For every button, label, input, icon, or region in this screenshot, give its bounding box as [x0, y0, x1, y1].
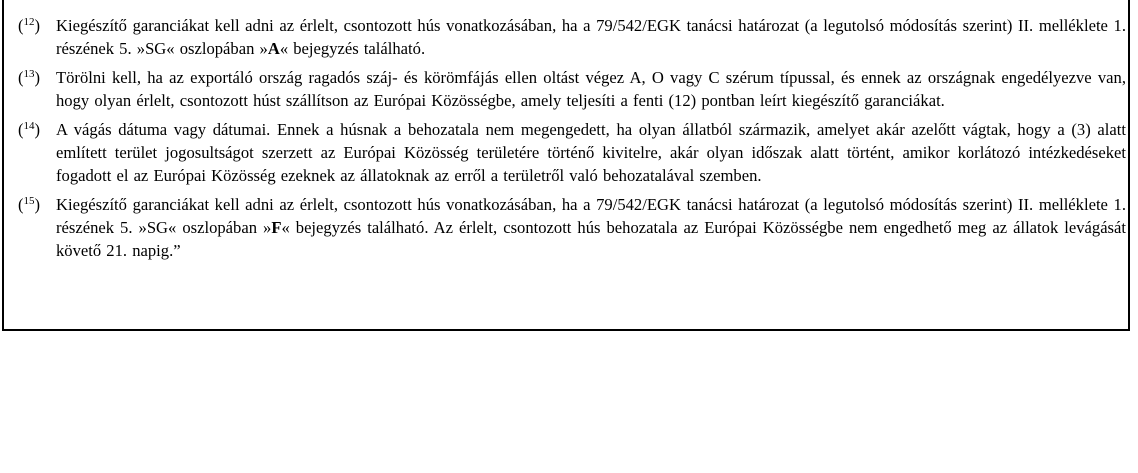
footnote-number: ($^{14}$) — [18, 120, 41, 139]
footnote-text: Kiegészítő garanciákat kell adni az érlelt, csontozott hús vonatkozásában, ha a 79/542/EGK tanácsi határozat (a legutolsó módosítás szerint) II. melléklete 1. részének 5. »SG« oszlopában »A« bejegyzés található. — [56, 16, 1126, 58]
footnote-13 — [18, 66, 1126, 112]
footnote-text: A vágás dátuma vagy dátumai. Ennek a húsnak a behozatala nem megengedett, ha olyan állatból származik, amelyet akár azelőtt vágtak, hogy a (3) alatt említett terület jogosultságot szerzett az Európai Közösség területére történő kivitelre, akár olyan időszak alatt történt, amikor korlátozó intézkedéseket fogadott el az Európai Közösség ezeknek az állatoknak az erről a területről való behozatalával szemben. — [56, 120, 1126, 185]
footnote-number: ($^{13}$) — [18, 68, 41, 87]
footnote-list — [18, 14, 1126, 268]
footnote-15 — [18, 193, 1126, 262]
footnote-number: ($^{15}$) — [18, 195, 41, 214]
document-box — [2, 0, 1130, 331]
bold-marker: F — [271, 218, 282, 237]
bold-marker: A — [267, 39, 280, 58]
footnote-12 — [18, 14, 1126, 60]
footnote-number: ($^{12}$) — [18, 16, 41, 35]
footnote-text: Törölni kell, ha az exportáló ország ragadós száj- és körömfájás ellen oltást végez A, O vagy C szérum típussal, és ennek az országnak engedélyezve van, hogy olyan érlelt, csontozott húst szállítson az Európai Közösségbe, amely teljesíti a fenti (12) pontban leírt kiegészítő garanciákat. — [56, 68, 1126, 110]
footnote-14 — [18, 118, 1126, 187]
footnote-text: Kiegészítő garanciákat kell adni az érlelt, csontozott hús vonatkozásában, ha a 79/542/EGK tanácsi határozat (a legutolsó módosítás szerint) II. melléklete 1. részének 5. »SG« oszlopában »F« bejegyzés található. Az érlelt, csontozott hús behozatala az Európai Közösségbe nem engedhető meg az állatok levágását követő 21. napig.” — [56, 195, 1126, 260]
